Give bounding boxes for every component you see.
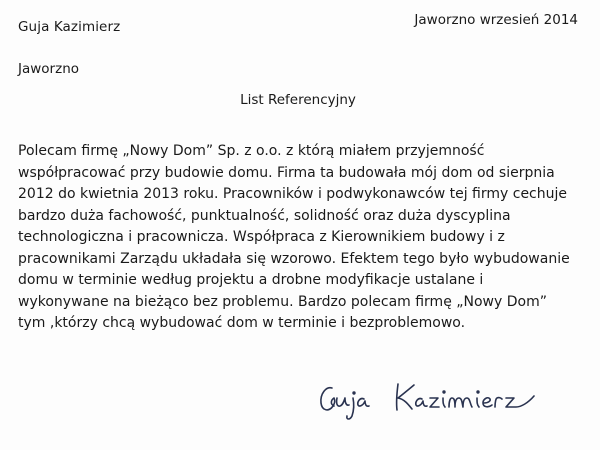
letter-title-row (0, 92, 600, 108)
body-line: współpracować przy budowie domu. Firma ta budowała mój dom od sierpnia (18, 164, 555, 181)
letter-title: List Referencyjny (240, 92, 356, 108)
body-line: pracownikami Zarządu układała się wzorowo. Efektem tego było wybudowanie (18, 250, 570, 267)
place-date: Jaworzno wrzesień 2014 (414, 12, 578, 28)
body-line: domu w terminie według projektu a drobne modyfikacje ustalane i (18, 272, 484, 288)
letter-body (18, 141, 598, 335)
handwritten-signature (318, 376, 548, 422)
sender-name: Guja Kazimierz (18, 19, 121, 35)
body-line: tym ,którzy chcą wybudować dom w terminie i bezproblemowo. (18, 315, 466, 331)
body-line: wykonywane na bieżąco bez problemu. Bardzo polecam firmę „Nowy Dom” (18, 293, 547, 310)
sender-city: Jaworzno (18, 61, 80, 77)
body-line: 2012 do kwietnia 2013 roku. Pracowników i podwykonawców tej firmy cechuje (18, 186, 568, 202)
body-line: Polecam firmę „Nowy Dom” Sp. z o.o. z którą miałem przyjemność (18, 143, 485, 159)
body-line: bardzo duża fachowość, punktualność, solidność oraz duża dyscyplina (18, 207, 511, 224)
body-line: technologiczna i pracownicza. Współpraca z Kierownikiem budowy i z (18, 229, 505, 245)
